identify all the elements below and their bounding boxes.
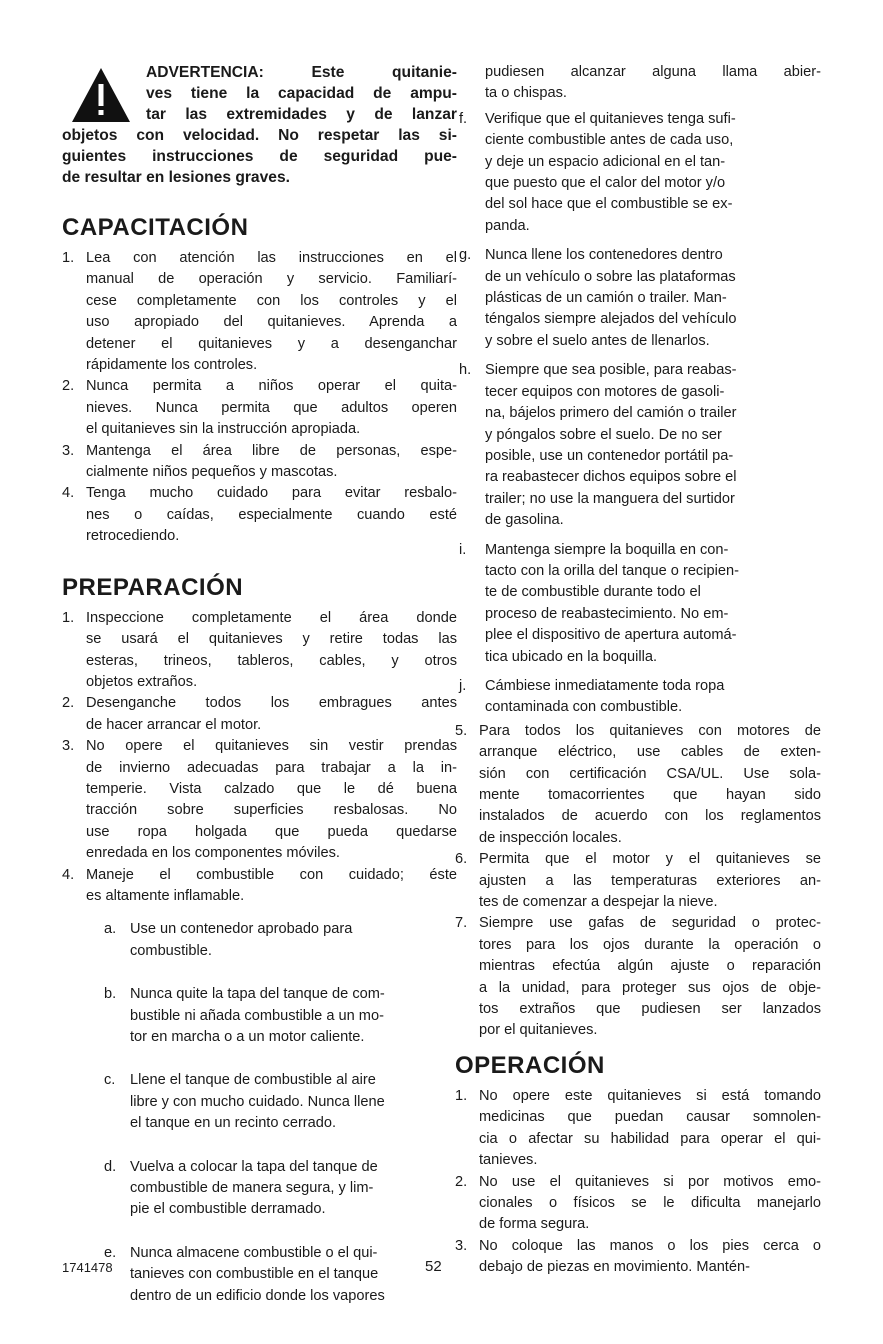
warning-triangle-icon — [70, 66, 132, 124]
list-item-number: a. — [104, 921, 117, 938]
list-item-line: Use un contenedor aprobado para — [130, 921, 353, 938]
list-item-line: de inspección locales. — [479, 829, 622, 846]
list-item-number: g. — [459, 247, 472, 264]
list-item-number: 4. — [62, 866, 75, 883]
list-item-number: 2. — [62, 378, 75, 395]
list-item-line: tecer equipos con motores de gasoli- — [485, 383, 725, 400]
list-item-number: 2. — [455, 1173, 468, 1190]
list-item-line: Inspeccione completamente el área donde — [86, 609, 457, 626]
safety-warning — [62, 62, 457, 188]
list-item-number: c. — [104, 1072, 116, 1089]
list-item-number: 4. — [62, 485, 75, 502]
list-item-number: e. — [104, 1244, 117, 1261]
preparacion-list-continued — [455, 721, 821, 1042]
page-number: 52 — [425, 1258, 442, 1275]
list-item — [62, 1157, 457, 1221]
list-item-line: pie el combustible derramado. — [130, 1201, 326, 1218]
list-item-line: el quitanieves sin la instrucción apropiada. — [86, 421, 361, 438]
list-item-line: Vuelva a colocar la tapa del tanque de — [130, 1158, 378, 1175]
list-item-line: nieves. Nunca permita que adultos operen — [86, 399, 457, 416]
list-item-number: 1. — [62, 250, 75, 266]
list-item-number: 3. — [62, 442, 75, 459]
list-item-line: manual de operación y servicio. Familiarí- — [86, 271, 457, 288]
warning-line: tar las extremidades y de lanzar — [146, 106, 457, 123]
list-item-line: tes de comenzar a despejar la nieve. — [479, 894, 718, 911]
capacitacion-list — [62, 248, 457, 548]
list-item-line: ciente combustible antes de cada uso, — [485, 132, 734, 149]
list-item-line: del sol hace que el combustible se ex- — [485, 196, 733, 213]
list-item — [62, 441, 457, 484]
list-item — [455, 721, 821, 849]
list-item-line: téngalos siempre alejados del vehículo — [485, 311, 737, 328]
list-item-line: se usará el quitanieves y retire todas las — [86, 631, 457, 648]
fuel-sublist — [62, 919, 457, 1307]
list-item-line: que puesto que el calor del motor y/o — [485, 175, 726, 192]
list-item-line: combustible de manera segura, y lim- — [130, 1180, 374, 1197]
list-item-number: b. — [104, 986, 117, 1003]
list-item-line: libre y con mucho cuidado. Nunca llene — [130, 1093, 385, 1110]
list-item-line: bustible ni añada combustible a un mo- — [130, 1007, 384, 1024]
list-item — [455, 849, 821, 913]
list-item-number: j. — [459, 677, 467, 694]
list-item-line: rápidamente los controles. — [86, 357, 258, 374]
list-item-line: temperie. Vista calzado que le dé buena — [86, 780, 457, 797]
list-item-line: tica ubicado en la boquilla. — [485, 648, 658, 665]
list-item-line: tor en marcha o a un motor caliente. — [130, 1029, 365, 1045]
list-item-line: na, bájelos primero del camión o trailer — [485, 405, 737, 422]
list-item-line: mientras efectúa algún ajuste o reparación — [479, 958, 821, 975]
list-item — [62, 483, 457, 547]
list-item-line: tanieves con combustible en el tanque — [130, 1266, 379, 1283]
list-item-number: 5. — [455, 722, 468, 739]
list-item — [62, 376, 457, 440]
list-item-line: objetos extraños. — [86, 673, 198, 690]
list-item-line: mente tomacorrientes que hayan sido — [479, 787, 821, 803]
list-item — [62, 1243, 457, 1307]
list-item — [62, 1070, 457, 1134]
list-item-line: contaminada con combustible. — [485, 699, 683, 716]
list-item-number: f. — [459, 110, 468, 127]
list-item-line: cia o afectar su habilidad para operar el qui- — [479, 1130, 821, 1147]
list-item-line: detener el quitanieves y a desenganchar — [86, 335, 457, 352]
list-item-line: por el quitanieves. — [479, 1022, 598, 1039]
list-item-line: de hacer arrancar el motor. — [86, 716, 262, 733]
list-item-line: medicinas que puedan causar somnolen- — [479, 1109, 821, 1126]
list-item-line: Siempre use gafas de seguridad o protec- — [479, 915, 821, 932]
list-item-line: arranque eléctrico, use cables de exten- — [479, 744, 821, 761]
list-item-line: combustible. — [130, 942, 212, 959]
document-number: 1741478 — [62, 1260, 113, 1275]
list-item-line: ta o chispas. — [485, 85, 567, 102]
warning-line: objetos con velocidad. No respetar las si- — [62, 127, 457, 144]
list-item — [62, 919, 457, 962]
list-item-number: 1. — [62, 609, 75, 626]
list-item — [62, 736, 457, 864]
section-title-operacion: OPERACIÓN — [455, 1051, 605, 1079]
list-item-line: cialmente niños pequeños y mascotas. — [86, 464, 338, 481]
list-item-line: Mantenga el área libre de personas, espe- — [86, 442, 457, 459]
list-item — [455, 676, 821, 719]
list-item — [62, 608, 457, 694]
warning-line: guientes instrucciones de seguridad pue- — [62, 148, 457, 165]
list-item — [62, 693, 457, 736]
list-item — [455, 540, 821, 668]
list-item-number: 7. — [455, 915, 468, 932]
list-item-line: tores para los ojos durante la operación o — [479, 936, 821, 953]
list-item-line: de un vehículo o sobre las plataformas — [485, 268, 736, 285]
list-item-line: de gasolina. — [485, 512, 564, 529]
list-item-number: d. — [104, 1158, 117, 1175]
preparacion-list — [62, 608, 457, 908]
list-item-line: use ropa holgada que pueda quedarse — [86, 823, 457, 840]
list-item-line: Permita que el motor y el quitanieves se — [479, 851, 821, 868]
list-item-line: Nunca permita a niños operar el quita- — [86, 378, 457, 395]
list-item-line: el tanque en un recinto cerrado. — [130, 1115, 337, 1132]
list-item-line: Cámbiese inmediatamente toda ropa — [485, 677, 725, 694]
list-item-number: 2. — [62, 695, 75, 712]
list-item-line: Para todos los quitanieves con motores de — [479, 722, 821, 739]
list-item-number: 3. — [455, 1237, 468, 1254]
list-item-line: uso apropiado del quitanieves. Aprenda a — [86, 314, 457, 331]
list-item — [455, 109, 821, 237]
list-item-line: Nunca almacene combustible o el qui- — [130, 1244, 378, 1261]
section-title-capacitacion: CAPACITACIÓN — [62, 214, 249, 241]
list-item-line: enredada en los componentes móviles. — [86, 845, 340, 862]
section-title-preparacion: PREPARACIÓN — [62, 573, 244, 601]
subitem-e-continued — [455, 62, 821, 105]
list-item — [455, 1236, 821, 1279]
list-item-line: trailer; no use la manguera del surtidor — [485, 490, 735, 507]
list-item-line: Nunca quite la tapa del tanque de com- — [130, 986, 385, 1003]
list-item-line: cese completamente con los controles y el — [86, 292, 457, 309]
list-item-line: y deje un espacio adicional en el tan- — [485, 153, 726, 170]
list-item-line: Maneje el combustible con cuidado; éste — [86, 866, 457, 883]
right-column — [455, 62, 821, 1279]
warning-line: ADVERTENCIA: Este quitanie- — [146, 64, 457, 81]
list-item — [62, 248, 457, 376]
list-item-line: No coloque las manos o los pies cerca o — [479, 1237, 821, 1254]
list-item-line: instalados de acuerdo con los reglamentos — [479, 808, 821, 825]
list-item-line: es altamente inflamable. — [86, 887, 245, 904]
list-item-line: retrocediendo. — [86, 528, 180, 545]
left-column — [62, 62, 457, 1307]
list-item-line: esteras, trineos, tableros, cables, y otros — [86, 652, 457, 669]
list-item-line: tacto con la orilla del tanque o recipien- — [485, 562, 739, 579]
list-item — [455, 245, 821, 352]
list-item-line: Verifique que el quitanieves tenga sufi- — [485, 110, 736, 127]
list-item-line: dentro de un edificio donde los vapores — [130, 1287, 385, 1304]
list-item-line: tracción sobre superficies resbalosas. No — [86, 802, 457, 819]
list-item — [455, 1086, 821, 1172]
list-item-line: Lea con atención las instrucciones en el — [86, 250, 457, 266]
list-item-line: No opere el quitanieves sin vestir prendas — [86, 738, 457, 755]
list-item-line: cionales o físicos se le dificulta manejarlo — [479, 1194, 821, 1211]
list-item-number: h. — [459, 362, 472, 379]
list-item-line: plee el dispositivo de apertura automá- — [485, 627, 737, 644]
list-item-line: debajo de piezas en movimiento. Mantén- — [479, 1259, 750, 1276]
list-item-line: Tenga mucho cuidado para evitar resbalo- — [86, 485, 457, 502]
list-item — [62, 984, 457, 1048]
list-item-number: 3. — [62, 738, 75, 755]
list-item-line: ra reabastecer dichos equipos sobre el — [485, 469, 737, 486]
list-item-line: de invierno adecuadas para trabajar a la in- — [86, 759, 457, 776]
operacion-list — [455, 1086, 821, 1279]
list-item-line: Mantenga siempre la boquilla en con- — [485, 541, 729, 558]
list-item-line: tos extraños que pudiesen ser lanzados — [479, 1001, 821, 1018]
list-item-line: sión con certificación CSA/UL. Use sola- — [479, 765, 821, 782]
list-item-line: Desenganche todos los embragues antes — [86, 695, 457, 712]
warning-line: de resultar en lesiones graves. — [62, 169, 290, 186]
list-item-line: plásticas de un camión o trailer. Man- — [485, 290, 727, 307]
list-item-line: Nunca llene los contenedores dentro — [485, 247, 723, 264]
list-item-line: nes o caídas, especialmente cuando esté — [86, 506, 457, 523]
list-item-number: i. — [459, 541, 467, 558]
list-item-line: panda. — [485, 217, 530, 234]
list-item-line: de forma segura. — [479, 1216, 590, 1233]
list-item-line: ajusten a las temperaturas exteriores an- — [479, 872, 821, 889]
list-item-line: No use el quitanieves si por motivos emo- — [479, 1173, 821, 1190]
list-item-line: te de combustible durante todo el — [485, 584, 701, 601]
list-item-line: No opere este quitanieves si está tomando — [479, 1087, 821, 1104]
fuel-sublist-continued — [455, 109, 821, 719]
list-item — [455, 1172, 821, 1236]
list-item-line: Llene el tanque de combustible al aire — [130, 1072, 376, 1089]
list-item-line: Siempre que sea posible, para reabas- — [485, 362, 737, 379]
list-item-line: a la unidad, para proteger sus ojos de obje- — [479, 979, 821, 996]
list-item-line: y sobre el suelo antes de llenarlos. — [485, 332, 710, 349]
list-item-line: posible, use un contenedor portátil pa- — [485, 447, 734, 464]
list-item-number: 1. — [455, 1087, 468, 1104]
list-item-number: 6. — [455, 851, 468, 868]
list-item-line: tanieves. — [479, 1152, 538, 1169]
list-item-line: y póngalos sobre el suelo. De no ser — [485, 426, 722, 443]
list-item — [455, 913, 821, 1041]
list-item — [62, 865, 457, 908]
list-item — [455, 360, 821, 531]
list-item-line: proceso de reabastecimiento. No em- — [485, 605, 729, 622]
list-item-line: pudiesen alcanzar alguna llama abier- — [485, 64, 821, 80]
warning-line: ves tiene la capacidad de ampu- — [146, 85, 457, 102]
